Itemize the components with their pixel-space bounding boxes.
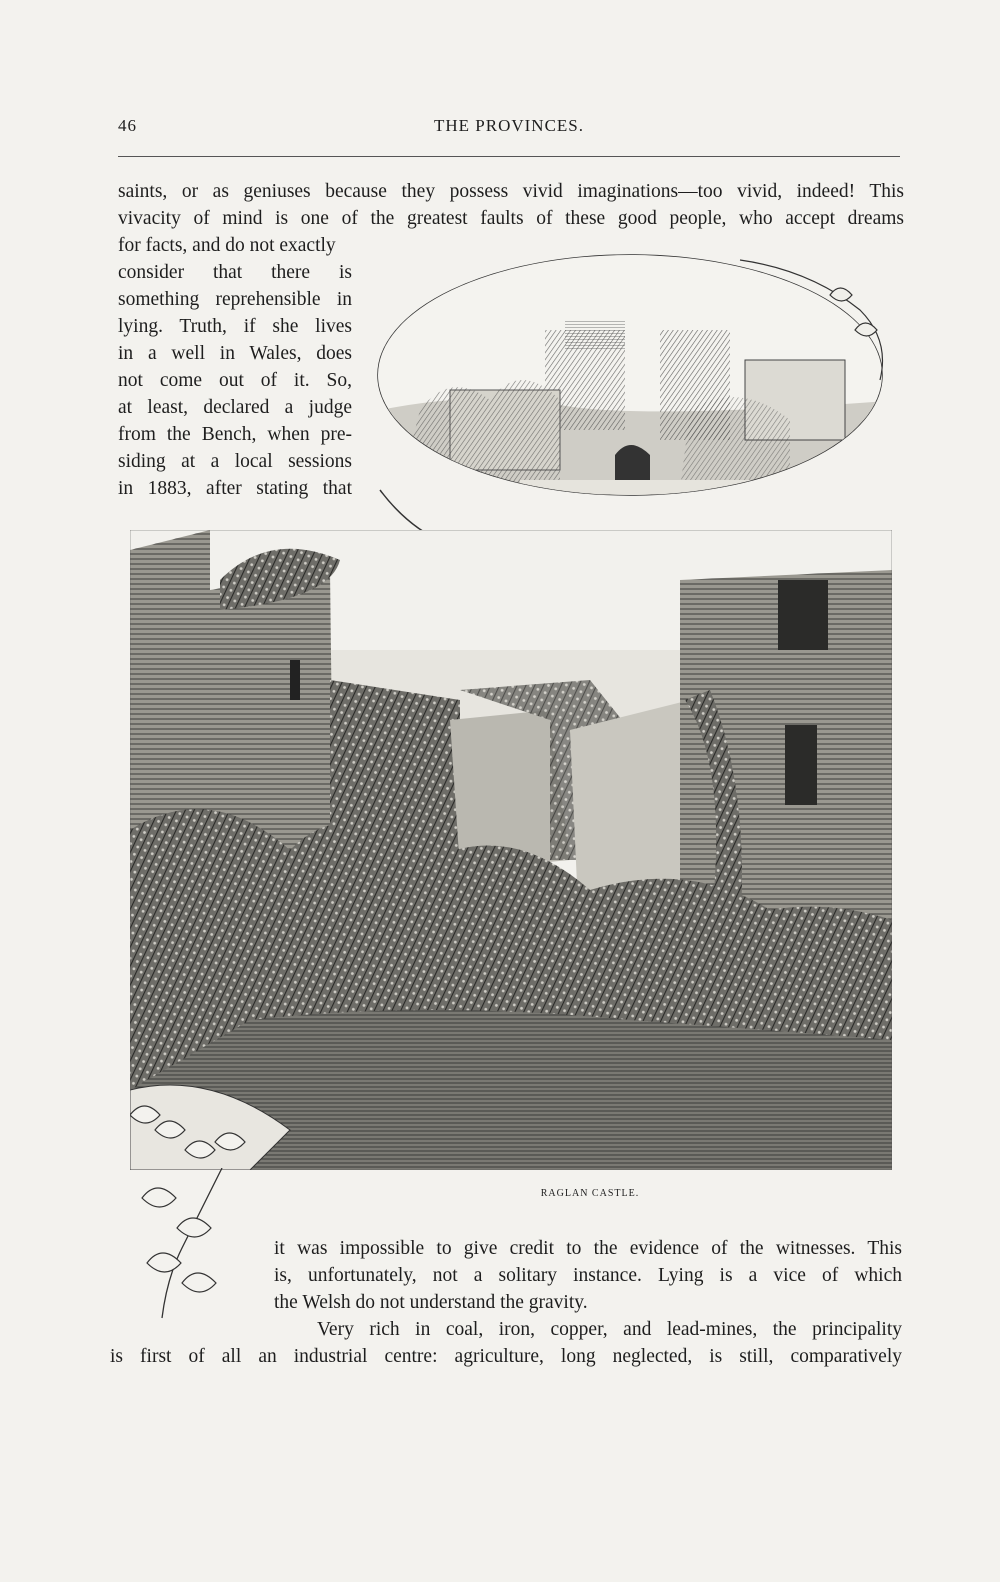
text-line: for facts, and do not exactly <box>118 235 336 256</box>
text-line: at least, declared a judge <box>118 397 352 418</box>
text-line: the Welsh do not understand the gravity. <box>274 1292 588 1313</box>
vine-decoration <box>122 1168 262 1328</box>
text-line: in a well in Wales, does <box>118 343 352 364</box>
text-line: from the Bench, when pre- <box>118 424 352 445</box>
page-number: 46 <box>118 116 137 135</box>
castle-moat-illustration <box>130 530 892 1170</box>
text-line: siding at a local sessions <box>118 451 352 472</box>
running-title: THE PROVINCES. <box>433 116 584 135</box>
text-line: lying. Truth, if she lives <box>118 316 352 337</box>
running-header <box>118 116 900 142</box>
header-rule <box>118 156 900 157</box>
text-line: in 1883, after stating that <box>118 478 352 499</box>
text-line: it was impossible to give credit to the evidence of the witnesses. This <box>274 1238 902 1259</box>
paragraph-first-line: Very rich in coal, iron, copper, and lead-mines, the principality <box>317 1319 902 1340</box>
text-line: is, unfortunately, not a solitary instance. Lying is a vice of which <box>274 1265 902 1286</box>
text-line: is first of all an industrial centre: agriculture, long neglected, is still, comparatively <box>110 1346 902 1367</box>
illustration-caption: RAGLAN CASTLE. <box>540 1188 640 1199</box>
text-line: vivacity of mind is one of the greatest faults of these good people, who accept dreams <box>118 208 904 229</box>
text-line: consider that there is <box>118 262 352 283</box>
text-line: something reprehensible in <box>118 289 352 310</box>
text-line: not come out of it. So, <box>118 370 352 391</box>
text-line: saints, or as geniuses because they possess vivid imaginations—too vivid, indeed! This <box>118 181 904 202</box>
